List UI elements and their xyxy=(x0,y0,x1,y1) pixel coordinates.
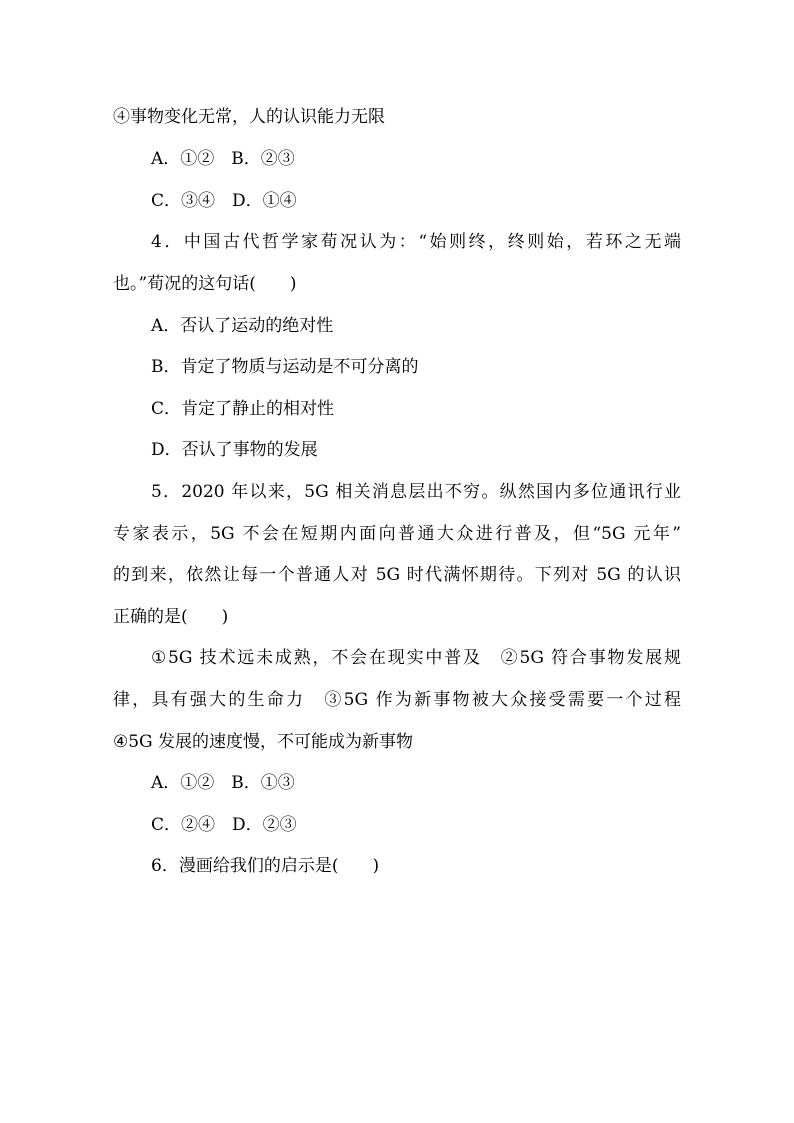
q5-stem-line-4: 正确的是( ) xyxy=(113,607,229,627)
q3-item-4: ④事物变化无常，人的认识能力无限 xyxy=(113,107,385,127)
q5-options-ab: A．①② B．①③ xyxy=(151,773,295,793)
q4-stem-line-1: 4．中国古代哲学家荀况认为：“始则终，终则始，若环之无端 xyxy=(151,232,681,252)
q3-options-cd: C．③④ D．①④ xyxy=(151,191,297,211)
q5-items-line-2: 律，具有强大的生命力 ③5G 作为新事物被大众接受需要一个过程 xyxy=(113,690,681,710)
q4-option-c: C．肯定了静止的相对性 xyxy=(151,399,335,419)
q4-option-a: A．否认了运动的绝对性 xyxy=(151,316,334,336)
q3-options-ab: A．①② B．②③ xyxy=(151,149,295,169)
q4-stem-line-2: 也。”荀况的这句话( ) xyxy=(113,274,297,294)
q5-stem-line-2: 专家表示，5G 不会在短期内面向普通大众进行普及，但“5G 元年” xyxy=(113,524,681,544)
q5-stem-line-3: 的到来，依然让每一个普通人对 5G 时代满怀期待。下列对 5G 的认识 xyxy=(113,565,681,585)
q4-option-d: D．否认了事物的发展 xyxy=(151,440,318,460)
q4-option-b: B．肯定了物质与运动是不可分离的 xyxy=(151,357,419,377)
q5-options-cd: C．②④ D．②③ xyxy=(151,815,297,835)
q5-items-line-1: ①5G 技术远未成熟，不会在现实中普及 ②5G 符合事物发展规 xyxy=(151,648,681,668)
q6-stem: 6．漫画给我们的启示是( ) xyxy=(151,856,380,876)
q5-items-line-3: ④5G 发展的速度慢，不可能成为新事物 xyxy=(113,732,414,752)
q5-stem-line-1: 5．2020 年以来，5G 相关消息层出不穷。纵然国内多位通讯行业 xyxy=(151,482,681,502)
